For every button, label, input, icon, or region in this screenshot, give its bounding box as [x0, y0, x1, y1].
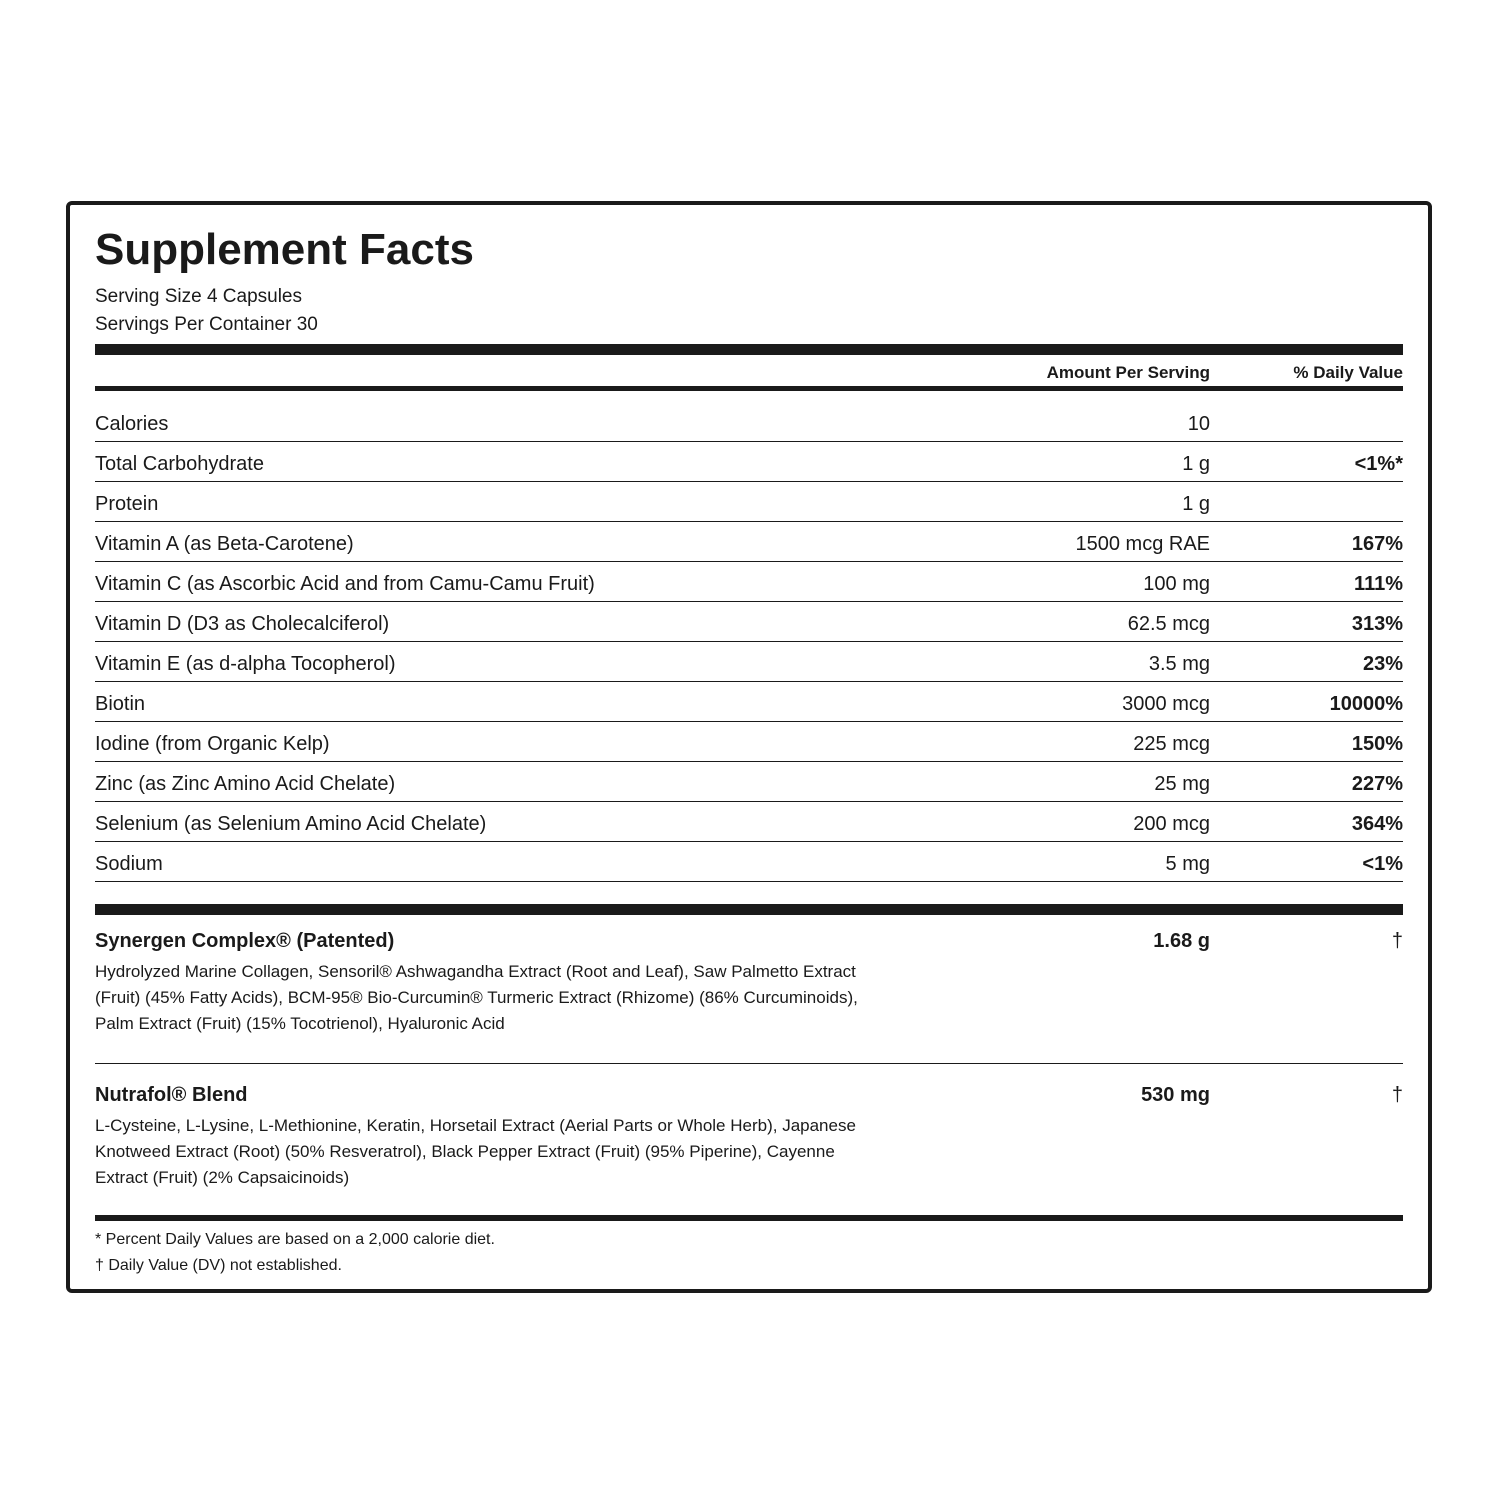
serving-size: Serving Size 4 Capsules	[95, 286, 302, 307]
supplement-facts-panel	[66, 201, 1432, 1293]
nutrient-row	[95, 402, 1403, 442]
footnote-percent-dv: * Percent Daily Values are based on a 2,000 calorie diet.	[95, 1231, 495, 1248]
thick-divider-top	[95, 344, 1403, 355]
nutrient-daily-value: 167%	[1351, 533, 1403, 555]
nutrient-name: Total Carbohydrate	[95, 453, 264, 475]
nutrient-daily-value: 10000%	[1329, 693, 1403, 715]
nutrient-daily-value: 313%	[1351, 613, 1403, 635]
nutrient-amount: 1500 mcg RAE	[1075, 533, 1210, 555]
thick-divider-blends	[95, 904, 1403, 915]
blend-ingredients: Hydrolyzed Marine Collagen, Sensoril® Ashwagandha Extract (Root and Leaf), Saw Palmetto Extract (Fruit) (45% Fatty Acids), BCM-95® Bio-Curcumin® Turmeric Extract (Rhizome) (86% Curcuminoids), Palm Extract (Fruit) (15% Tocotrienol), Hyaluronic Acid	[95, 962, 858, 1033]
nutrient-name: Biotin	[95, 693, 146, 715]
nutrient-amount: 1 g	[1182, 453, 1210, 475]
nutrient-name: Iodine (from Organic Kelp)	[95, 733, 330, 755]
nutrient-name: Sodium	[95, 853, 163, 875]
nutrient-row	[95, 602, 1403, 642]
nutrient-row	[95, 802, 1403, 842]
nutrient-daily-value: <1%*	[1354, 453, 1403, 475]
nutrient-row	[95, 842, 1403, 882]
nutrient-daily-value: 111%	[1354, 573, 1403, 595]
nutrient-daily-value: 150%	[1351, 733, 1403, 755]
nutrient-amount: 200 mcg	[1133, 813, 1210, 835]
nutrient-name: Calories	[95, 413, 169, 435]
nutrient-row	[95, 562, 1403, 602]
amount-column-header: Amount Per Serving	[1046, 363, 1210, 382]
blend-amount: 1.68 g	[1153, 930, 1210, 952]
nutrient-daily-value: 364%	[1351, 813, 1403, 835]
nutrient-amount: 62.5 mcg	[1127, 613, 1210, 635]
nutrient-name: Vitamin E (as d-alpha Tocopherol)	[95, 653, 396, 675]
nutrient-row	[95, 762, 1403, 802]
nutrient-name: Vitamin D (D3 as Cholecalciferol)	[95, 613, 390, 635]
blend-divider	[95, 1063, 1403, 1064]
panel-title: Supplement Facts	[95, 225, 474, 274]
header-divider	[95, 386, 1403, 391]
nutrient-amount: 10	[1187, 413, 1210, 435]
nutrient-name: Protein	[95, 493, 159, 515]
blend-name: Synergen Complex® (Patented)	[95, 930, 395, 952]
blend-name: Nutrafol® Blend	[95, 1084, 248, 1106]
nutrient-row	[95, 442, 1403, 482]
thick-divider-footer	[95, 1215, 1403, 1221]
blend-daily-value: †	[1391, 930, 1403, 952]
nutrient-amount: 3.5 mg	[1148, 653, 1210, 675]
nutrient-amount: 5 mg	[1165, 853, 1210, 875]
nutrient-daily-value: 23%	[1362, 653, 1403, 675]
blend-ingredients: L-Cysteine, L-Lysine, L-Methionine, Keratin, Horsetail Extract (Aerial Parts or Whole Herb), Japanese Knotweed Extract (Root) (50% Resveratrol), Black Pepper Extract (Fruit) (95% Piperine), Cayenne Extract (Fruit) (2% Capsaicinoids)	[95, 1116, 856, 1187]
nutrient-amount: 1 g	[1182, 493, 1210, 515]
nutrient-name: Zinc (as Zinc Amino Acid Chelate)	[95, 773, 396, 795]
servings-per-container: Servings Per Container 30	[95, 314, 318, 335]
nutrient-row	[95, 522, 1403, 562]
nutrient-amount: 100 mg	[1143, 573, 1210, 595]
nutrient-amount: 25 mg	[1154, 773, 1210, 795]
nutrient-name: Vitamin C (as Ascorbic Acid and from Camu-Camu Fruit)	[95, 573, 595, 595]
nutrient-name: Selenium (as Selenium Amino Acid Chelate)	[95, 813, 487, 835]
nutrient-row	[95, 682, 1403, 722]
nutrient-row	[95, 722, 1403, 762]
daily-value-column-header: % Daily Value	[1293, 363, 1403, 382]
nutrient-daily-value: <1%	[1362, 853, 1403, 875]
footnote-dv-not-established: † Daily Value (DV) not established.	[95, 1257, 342, 1274]
nutrient-amount: 3000 mcg	[1122, 693, 1210, 715]
nutrient-row	[95, 642, 1403, 682]
blend-amount: 530 mg	[1141, 1084, 1210, 1106]
nutrient-row	[95, 482, 1403, 522]
blend-daily-value: †	[1391, 1084, 1403, 1106]
nutrient-name: Vitamin A (as Beta-Carotene)	[95, 533, 354, 555]
nutrient-daily-value: 227%	[1351, 773, 1403, 795]
nutrient-amount: 225 mcg	[1133, 733, 1210, 755]
